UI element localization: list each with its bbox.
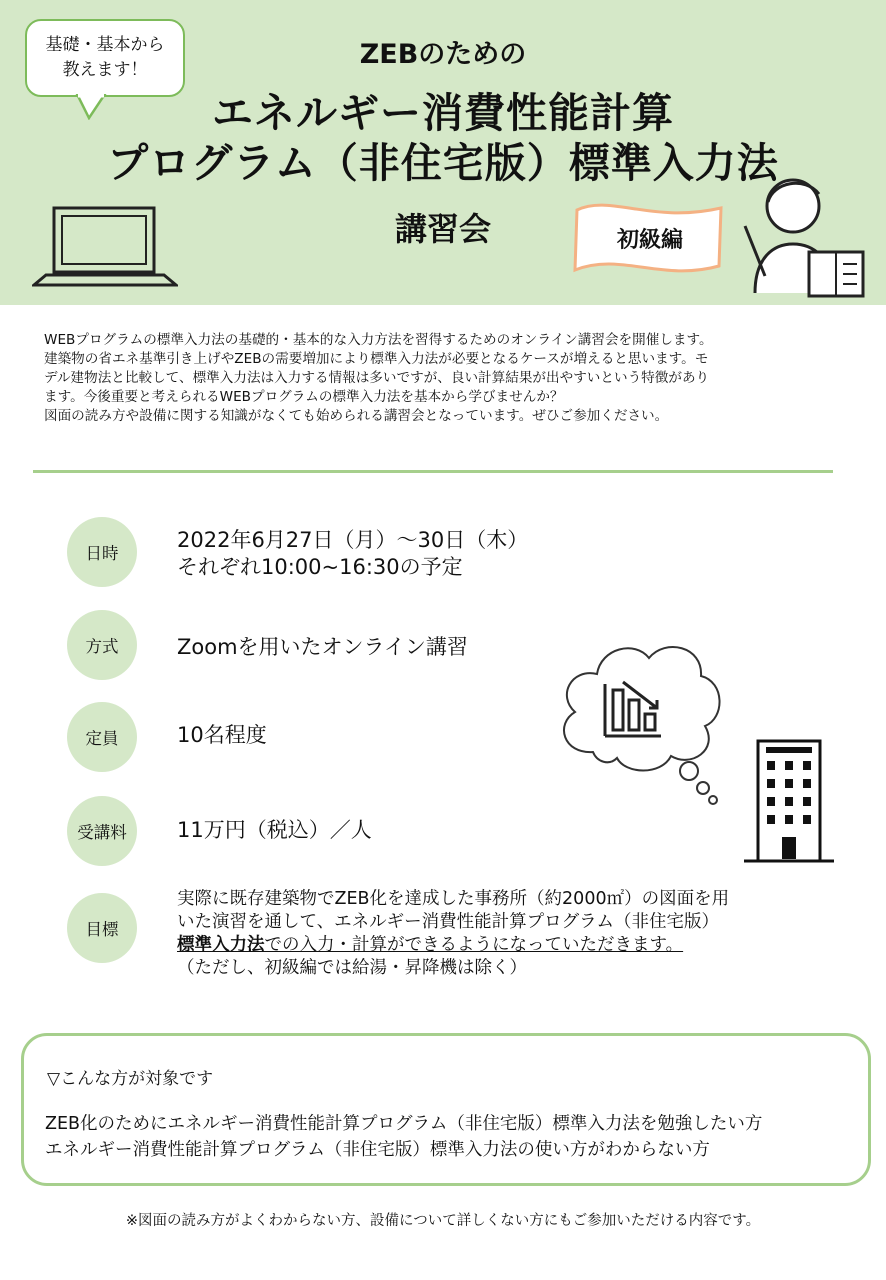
target-item: エネルギー消費性能計算プログラム（非住宅版）標準入力法の使い方がわからない方 — [45, 1140, 710, 1160]
bubble-line-1: 基礎・基本から — [45, 35, 165, 55]
intro-line: 図面の読み方や設備に関する知識がなくても始められる講習会となっています。ぜひご参加ください。 — [44, 408, 669, 424]
target-audience-box — [21, 1033, 871, 1186]
capacity-value: 10名程度 — [177, 723, 267, 747]
intro-line: デル建物法と比較して、標準入力法は入力する情報は多いですが、良い計算結果が出やすいという特徴があり — [44, 370, 710, 386]
goal-label: 目標 — [67, 893, 137, 963]
datetime-line-2: それぞれ10:00~16:30の予定 — [177, 555, 463, 579]
datetime-label: 日時 — [67, 517, 137, 587]
intro-line: 建築物の省エネ基準引き上げやZEBの需要増加により標準入力法が必要となるケースが増えると思います。モ — [44, 351, 709, 367]
thought-cloud-chart-icon — [553, 632, 728, 807]
teacher-icon — [735, 168, 865, 300]
datetime-line-1: 2022年6月27日（月）～30日（木） — [177, 528, 529, 552]
laptop-icon — [32, 205, 178, 291]
goal-value — [177, 888, 817, 980]
building-icon — [742, 737, 837, 865]
goal-line-4: （ただし、初級編では給湯・昇降機は除く） — [177, 958, 527, 978]
format-label: 方式 — [67, 610, 137, 680]
goal-emphasis: 標準入力法 — [177, 935, 265, 955]
goal-line-3-rest: での入力・計算ができるようになっていただきます。 — [264, 935, 684, 955]
title-line-1: エネルギー消費性能計算 — [212, 89, 674, 137]
fee-label: 受講料 — [67, 796, 137, 866]
capacity-label: 定員 — [67, 702, 137, 772]
goal-line-3 — [177, 934, 817, 957]
target-heading: ▽こんな方が対象です — [47, 1069, 214, 1089]
subtitle: 講習会 — [394, 210, 491, 248]
target-item: ZEB化のためにエネルギー消費性能計算プログラム（非住宅版）標準入力法を勉強したい方 — [45, 1114, 763, 1134]
fee-value: 11万円（税込）／人 — [177, 818, 372, 842]
title-line-2: プログラム（非住宅版）標準入力法 — [107, 139, 779, 187]
intro-line: ます。今後重要と考えられるWEBプログラムの標準入力法を基本から学びませんか？ — [44, 389, 564, 405]
goal-line-1: 実際に既存建築物でZEB化を達成した事務所（約2000㎡）の図面を用 — [177, 889, 730, 909]
divider — [33, 470, 833, 473]
bubble-line-2: 教えます！ — [62, 60, 148, 80]
format-value: Zoomを用いたオンライン講習 — [177, 635, 468, 659]
datetime-value — [177, 527, 528, 581]
title-small: ZEBのための — [359, 39, 527, 70]
intro-text — [44, 331, 854, 426]
level-tag: 初級編 — [616, 228, 683, 253]
intro-line: WEBプログラムの標準入力法の基礎的・基本的な入力方法を習得するためのオンライン講習会を開催します。 — [44, 332, 713, 348]
goal-line-2: いた演習を通して、エネルギー消費性能計算プログラム（非住宅版） — [177, 912, 719, 932]
footnote: ※図面の読み方がよくわからない方、設備について詳しくない方にもご参加いただける内容です。 — [125, 1213, 761, 1229]
